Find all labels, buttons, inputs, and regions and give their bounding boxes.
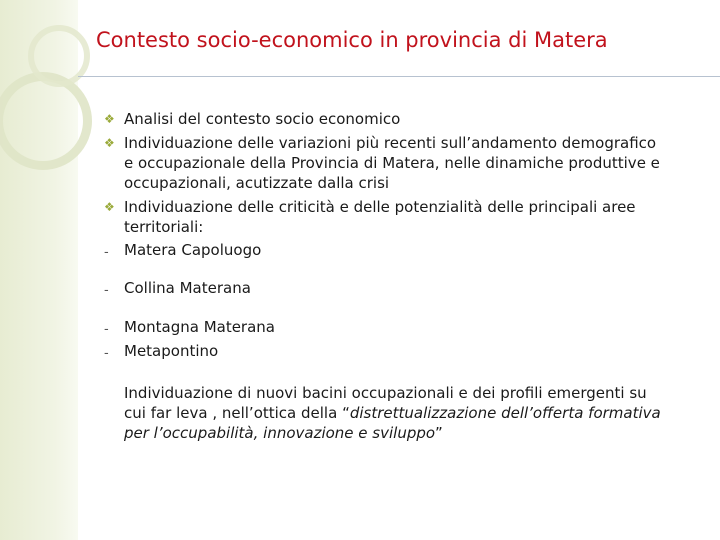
area-label: Collina Materana xyxy=(124,279,251,297)
bullet-icon: ❖ xyxy=(104,200,115,214)
dash-icon: - xyxy=(104,322,109,337)
closing-paragraph xyxy=(104,383,664,443)
closing-quote-end: ” xyxy=(435,424,443,442)
dash-icon: - xyxy=(104,245,109,260)
closing-text: Individuazione di nuovi bacini occupazionali e dei profili emergenti su cui far leva , nell’ottica della “ xyxy=(124,384,647,422)
bullet-item xyxy=(104,197,664,237)
bullet-icon: ❖ xyxy=(104,136,115,150)
area-label: Montagna Materana xyxy=(124,318,275,336)
area-label: Metapontino xyxy=(124,342,219,360)
dash-icon: - xyxy=(104,283,109,298)
closing-emphasis: distrettualizzazione dell’offerta formativa per l’occupabilità, innovazione e sviluppo xyxy=(124,404,661,442)
title-divider xyxy=(78,76,720,77)
area-item xyxy=(104,317,664,337)
bullet-icon: ❖ xyxy=(104,112,115,126)
bullet-text: Analisi del contesto socio economico xyxy=(124,110,401,128)
area-item xyxy=(104,240,664,260)
bullet-item xyxy=(104,133,664,193)
area-item xyxy=(104,278,664,298)
area-item xyxy=(104,341,664,361)
bullet-text: Individuazione delle variazioni più recenti sull’andamento demografico e occupazionale della Provincia di Matera, nelle dinamiche produttive e occupazionali, acutizzate dalla crisi xyxy=(124,134,660,192)
area-label: Matera Capoluogo xyxy=(124,241,262,259)
decorative-ring-small-icon xyxy=(28,25,90,87)
content-body xyxy=(104,109,664,443)
decorative-ring-icon xyxy=(0,72,92,170)
bullet-text: Individuazione delle criticità e delle potenzialità delle principali aree territoriali: xyxy=(124,198,636,236)
bullet-item xyxy=(104,109,664,129)
slide-title: Contesto socio-economico in provincia di Matera xyxy=(96,28,608,52)
dash-icon: - xyxy=(104,346,109,361)
